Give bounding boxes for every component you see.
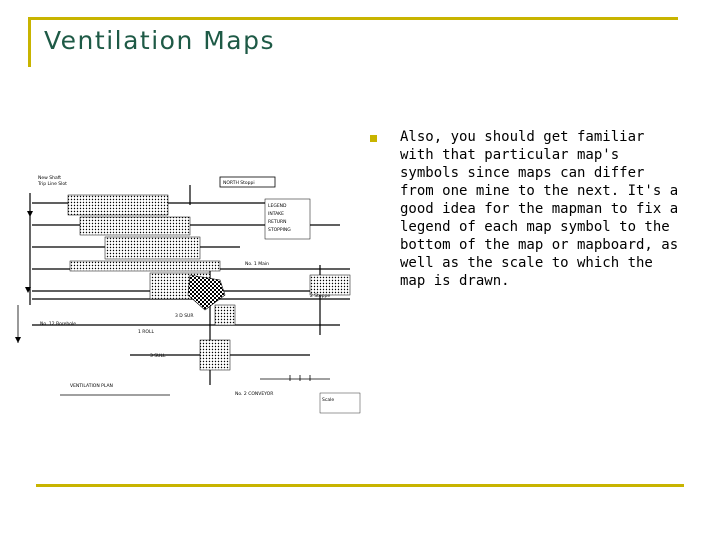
svg-text:VENTILATION PLAN: VENTILATION PLAN — [70, 384, 113, 389]
left-rule — [28, 17, 31, 67]
slide-title: Ventilation Maps — [44, 26, 276, 55]
top-rule — [28, 17, 678, 20]
bottom-rule — [36, 484, 684, 487]
svg-text:No. 12 Borehole: No. 12 Borehole — [40, 322, 77, 327]
svg-text:2 Stoppe: 2 Stoppe — [310, 294, 331, 299]
svg-text:RETURN: RETURN — [268, 220, 287, 225]
svg-text:Trip Line Slot: Trip Line Slot — [38, 182, 67, 187]
svg-text:STOPPING: STOPPING — [268, 228, 291, 233]
svg-text:NORTH Stoppi: NORTH Stoppi — [223, 181, 255, 186]
svg-text:New Shaft: New Shaft — [38, 176, 61, 181]
svg-text:No. 2 CONVEYOR: No. 2 CONVEYOR — [235, 392, 274, 397]
svg-text:Scale: Scale — [322, 398, 335, 403]
svg-text:3 SULL: 3 SULL — [150, 354, 166, 359]
bullet-marker — [370, 135, 377, 142]
svg-text:1 ROLL: 1 ROLL — [138, 330, 154, 335]
svg-text:LEGEND: LEGEND — [268, 204, 287, 209]
ventilation-map-image — [10, 165, 378, 433]
map-drawing — [10, 165, 378, 433]
bullet-text: Also, you should get familiar with that particular map's symbols since maps can differ from one mine to the next. It's a good idea for the mapman to fix a legend of each map symbol to the bottom of the map or mapboard, as well as the scale to which the map is drawn. — [400, 129, 679, 289]
svg-text:No. 1 Main: No. 1 Main — [245, 262, 269, 267]
svg-text:3 D SUR: 3 D SUR — [175, 314, 194, 319]
svg-text:INTAKE: INTAKE — [268, 212, 284, 217]
